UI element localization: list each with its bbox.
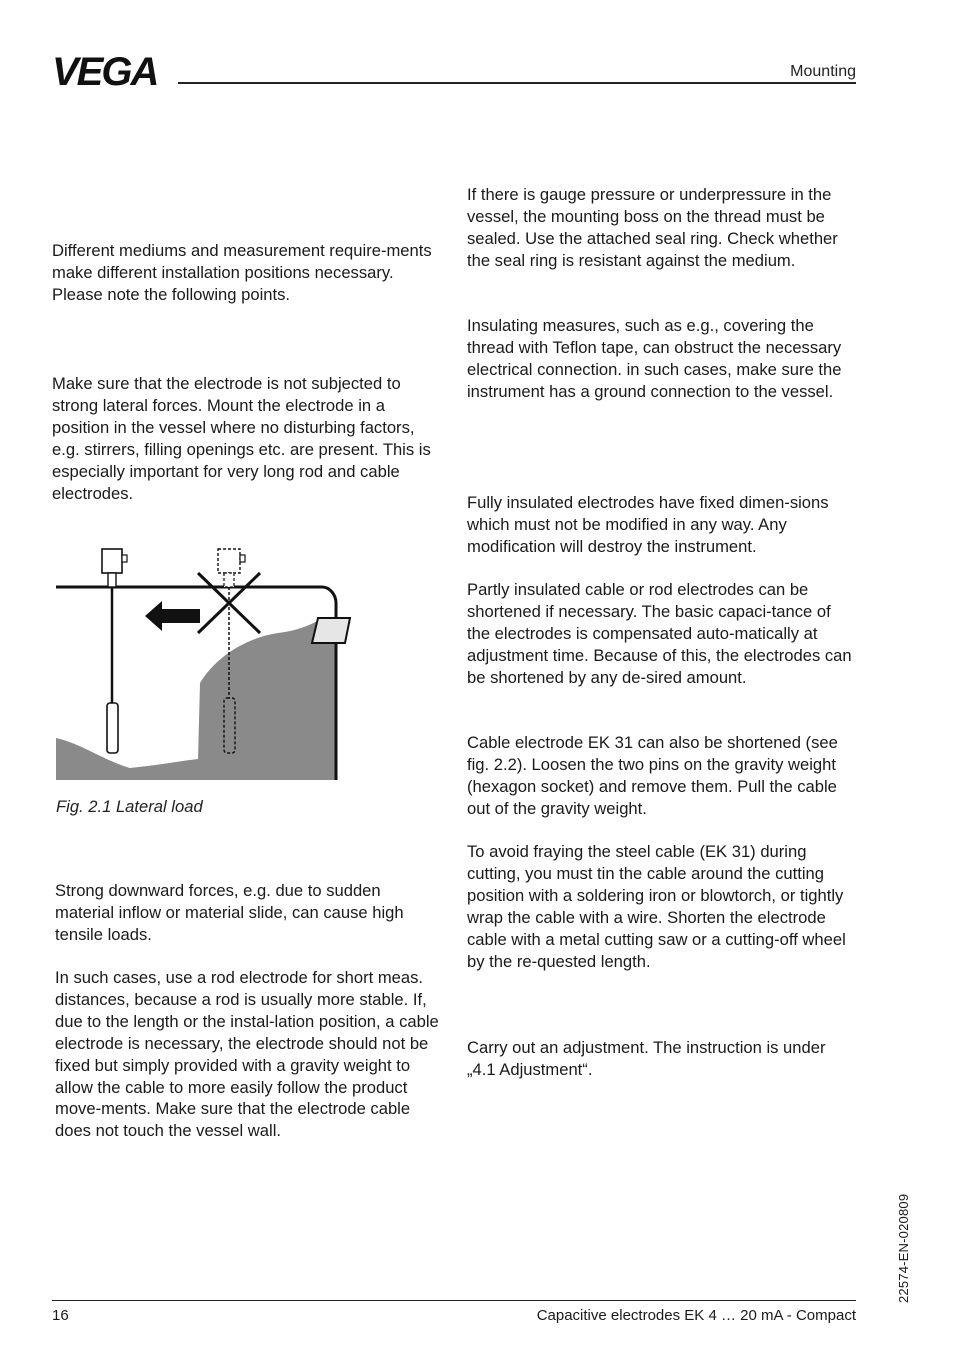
paragraph-insulating-measures: Insulating measures, such as e.g., covering the thread with Teflon tape, can obstruct the necessary electrical connection. in such cases, make sure the instrument has a ground connection to the vessel. (467, 316, 842, 401)
material-heap (56, 618, 335, 780)
section-title: Mounting (790, 63, 856, 80)
header-rule (178, 82, 856, 84)
paragraph-tensile-load: Strong downward forces, e.g. due to sudden material inflow or material slide, can cause high tensile loads. (55, 881, 404, 944)
paragraph-sealing: If there is gauge pressure or underpressure in the vessel, the mounting boss on the thread must be sealed. Use the attached seal ring. Check whether the seal ring is resistant against the medium. (467, 185, 838, 270)
paragraph-rod-electrode: In such cases, use a rod electrode for short meas. distances, because a rod is usually more stable. If, due to the length or the instal-lation position, a cable electrode is necessary, the electrode should not be fixed but simply provided with a gravity weight to allow the cable to more easily follow the product move-ments. Make sure that the electrode cable does not touch the vessel wall. (55, 968, 439, 1141)
paragraph-shorten-ek31: Cable electrode EK 31 can also be shortened (see fig. 2.2). Loosen the two pins on the gravity weight (hexagon socket) and remove them. Pull the cable out of the gravity weight. (467, 733, 838, 818)
lateral-force-arrow (145, 601, 200, 631)
paragraph-installation-intro: Different mediums and measurement require-ments make different installation positions necessary. Please note the following points. (52, 241, 432, 304)
filling-opening (312, 618, 350, 643)
paragraph-adjustment: Carry out an adjustment. The instruction is under „4.1 Adjustment“. (467, 1038, 826, 1079)
figure-caption: Fig. 2.1 Lateral load (56, 797, 203, 816)
electrode-correct (102, 549, 127, 753)
footer-rule (52, 1300, 856, 1301)
lateral-load-figure (50, 543, 360, 785)
paragraph-partly-insulated: Partly insulated cable or rod electrodes can be shortened if necessary. The basic capaci-tance of the electrodes is compensated auto-matically at adjustment time. Because of this, the electrodes can be shortened by any de-sired amount. (467, 580, 852, 687)
footer-title: Capacitive electrodes EK 4 … 20 mA - Compact (536, 1307, 856, 1324)
page-number: 16 (52, 1307, 69, 1324)
paragraph-lateral-load: Make sure that the electrode is not subjected to strong lateral forces. Mount the electrode in a position in the vessel where no disturbing factors, e.g. stirrers, filling openings etc. are present. This is especially important for very long rod and cable electrodes. (52, 374, 431, 503)
vega-logo (52, 52, 172, 88)
paragraph-fraying: To avoid fraying the steel cable (EK 31) during cutting, you must tin the cable around the cutting position with a soldering iron or blowtorch, or tightly wrap the cable with a wire. Shorten the electrode cable with a metal cutting saw or a cutting-off wheel by the re-quested length. (467, 842, 846, 971)
paragraph-fully-insulated: Fully insulated electrodes have fixed dimen-sions which must not be modified in any way. Any modification will destroy the instrument. (467, 493, 829, 556)
logo-text: VEGA (52, 52, 158, 88)
document-code: 22574-EN-020809 (896, 1193, 911, 1303)
